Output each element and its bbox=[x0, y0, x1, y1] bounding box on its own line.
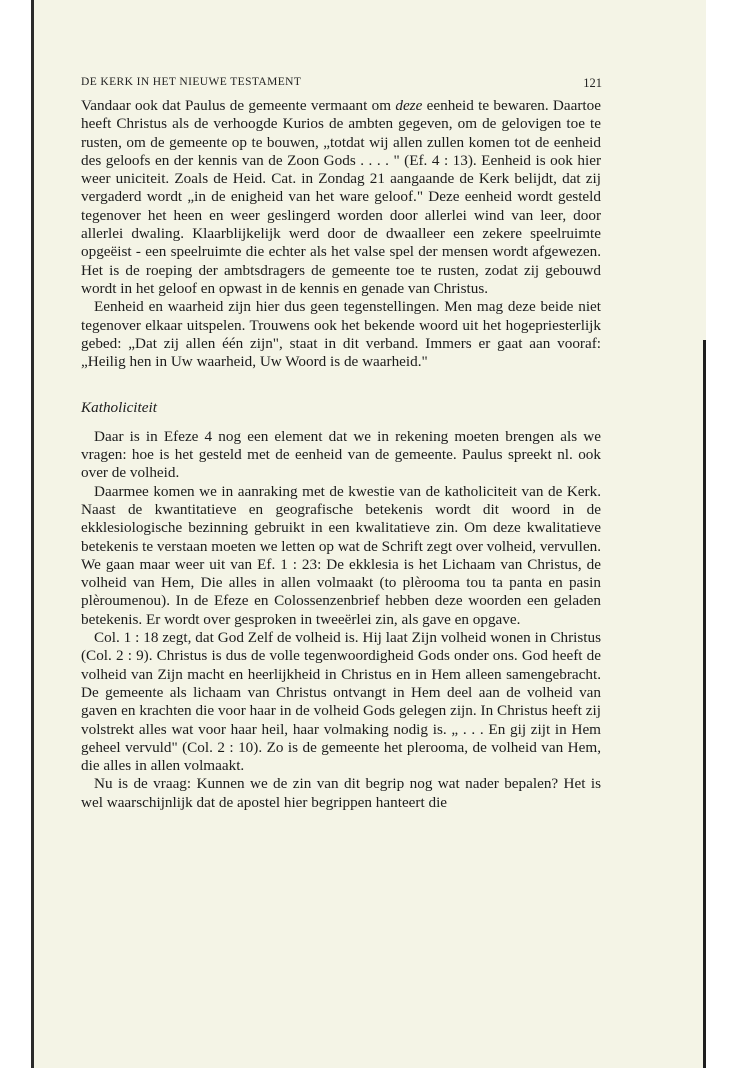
paragraph-1-rest: eenheid te bewaren. Daartoe heeft Christus als de verhoogde Kurios de ambten gegeven, om de gelovigen toe te rusten, om de gemeente op te bouwen, „totdat wij allen zullen komen tot de eenheid des geloofs en der kennis van de Zoon Gods . . . . " (Ef. 4 : 13). Eenheid is ook hier weer uniciteit. Zoals de Heid. Cat. in Zondag 21 aangaande de Kerk belijdt, dat zij vergaderd wordt „in de enigheid van het ware geloof." Deze eenheid wordt gesteld tegenover het heen en weer geslingerd worden door allerlei wind van leer, door allerlei dwaling. Klaarblijkelijk werd door de dwaalleer een zekere speelruimte opgeëist - een speelruimte die echter als het valse spel der mensen wordt afgewezen. Het is de roeping der ambtsdragers de gemeente toe te rusten, zodat zij gebouwd wordt in het geloof en opwast in de kennis en genade van Christus. bbox=[81, 97, 601, 297]
running-header: DE KERK IN HET NIEUWE TESTAMENT bbox=[81, 76, 302, 88]
paragraph-5: Col. 1 : 18 zegt, dat God Zelf de volheid is. Hij laat Zijn volheid wonen in Christus (Col. 2 : 9). Christus is dus de volle tegenwoordigheid Gods onder ons. God heeft de volheid van Zijn macht en heerlijkheid in Christus en in Hem alleen samengebracht. De gemeente als lichaam van Christus ontvangt in Hem deel aan de volheid van gaven en krachten die voor haar in de volheid Gods gelegen zijn. In Christus heeft zij volstrekt alles wat voor haar heil, haar volmaking nodig is. „ . . . En gij zijt in Hem geheel vervuld" (Col. 2 : 10). Zo is de gemeente het plerooma, de volheid van Hem, die alles in allen volmaakt. bbox=[81, 629, 601, 775]
page-right-edge bbox=[703, 340, 706, 1068]
page-number: 121 bbox=[583, 76, 602, 90]
paragraph-6: Nu is de vraag: Kunnen we de zin van dit begrip nog wat nader bepalen? Het is wel waarschijnlijk dat de apostel hier begrippen hanteert die bbox=[81, 775, 601, 811]
section-heading: Katholiciteit bbox=[81, 399, 157, 417]
paragraph-1-start: Vandaar ook dat Paulus de gemeente vermaant om bbox=[81, 97, 396, 114]
emphasis-deze: deze bbox=[395, 97, 423, 114]
paragraph-2: Eenheid en waarheid zijn hier dus geen tegenstellingen. Men mag deze beide niet tegenover elkaar uitspelen. Trouwens ook het bekende woord uit het hogepriesterlijk gebed: „Dat zij allen één zijn", staat in dit verband. Immers er gaat aan vooraf: „Heilig hen in Uw waarheid, Uw Woord is de waarheid." bbox=[81, 298, 601, 371]
paragraph-3: Daar is in Efeze 4 nog een element dat we in rekening moeten brengen als we vragen: hoe is het gesteld met de eenheid van de gemeente. Paulus spreekt nl. ook over de volheid. bbox=[81, 427, 601, 482]
paragraph-4: Daarmee komen we in aanraking met de kwestie van de katholiciteit van de Kerk. Naast de kwantitatieve en geografische betekenis wordt dit woord in de ekklesiologische bezinning gebruikt in een kwalitatieve zin. Om deze kwalitatieve betekenis te verstaan moeten we letten op wat de Schrift zegt over volheid, vervullen. We gaan maar weer uit van Ef. 1 : 23: De ekklesia is het Lichaam van Christus, de volheid van Hem, Die alles in allen volmaakt (to plèrooma tou ta panta en pasin plèroumenou). In de Efeze en Colossenzenbrief hebben deze woorden een geladen betekenis. Er wordt over gesproken in tweeërlei zin, als gave en opgave. bbox=[81, 482, 601, 628]
page-body bbox=[81, 97, 601, 812]
paragraph-1 bbox=[81, 97, 601, 298]
